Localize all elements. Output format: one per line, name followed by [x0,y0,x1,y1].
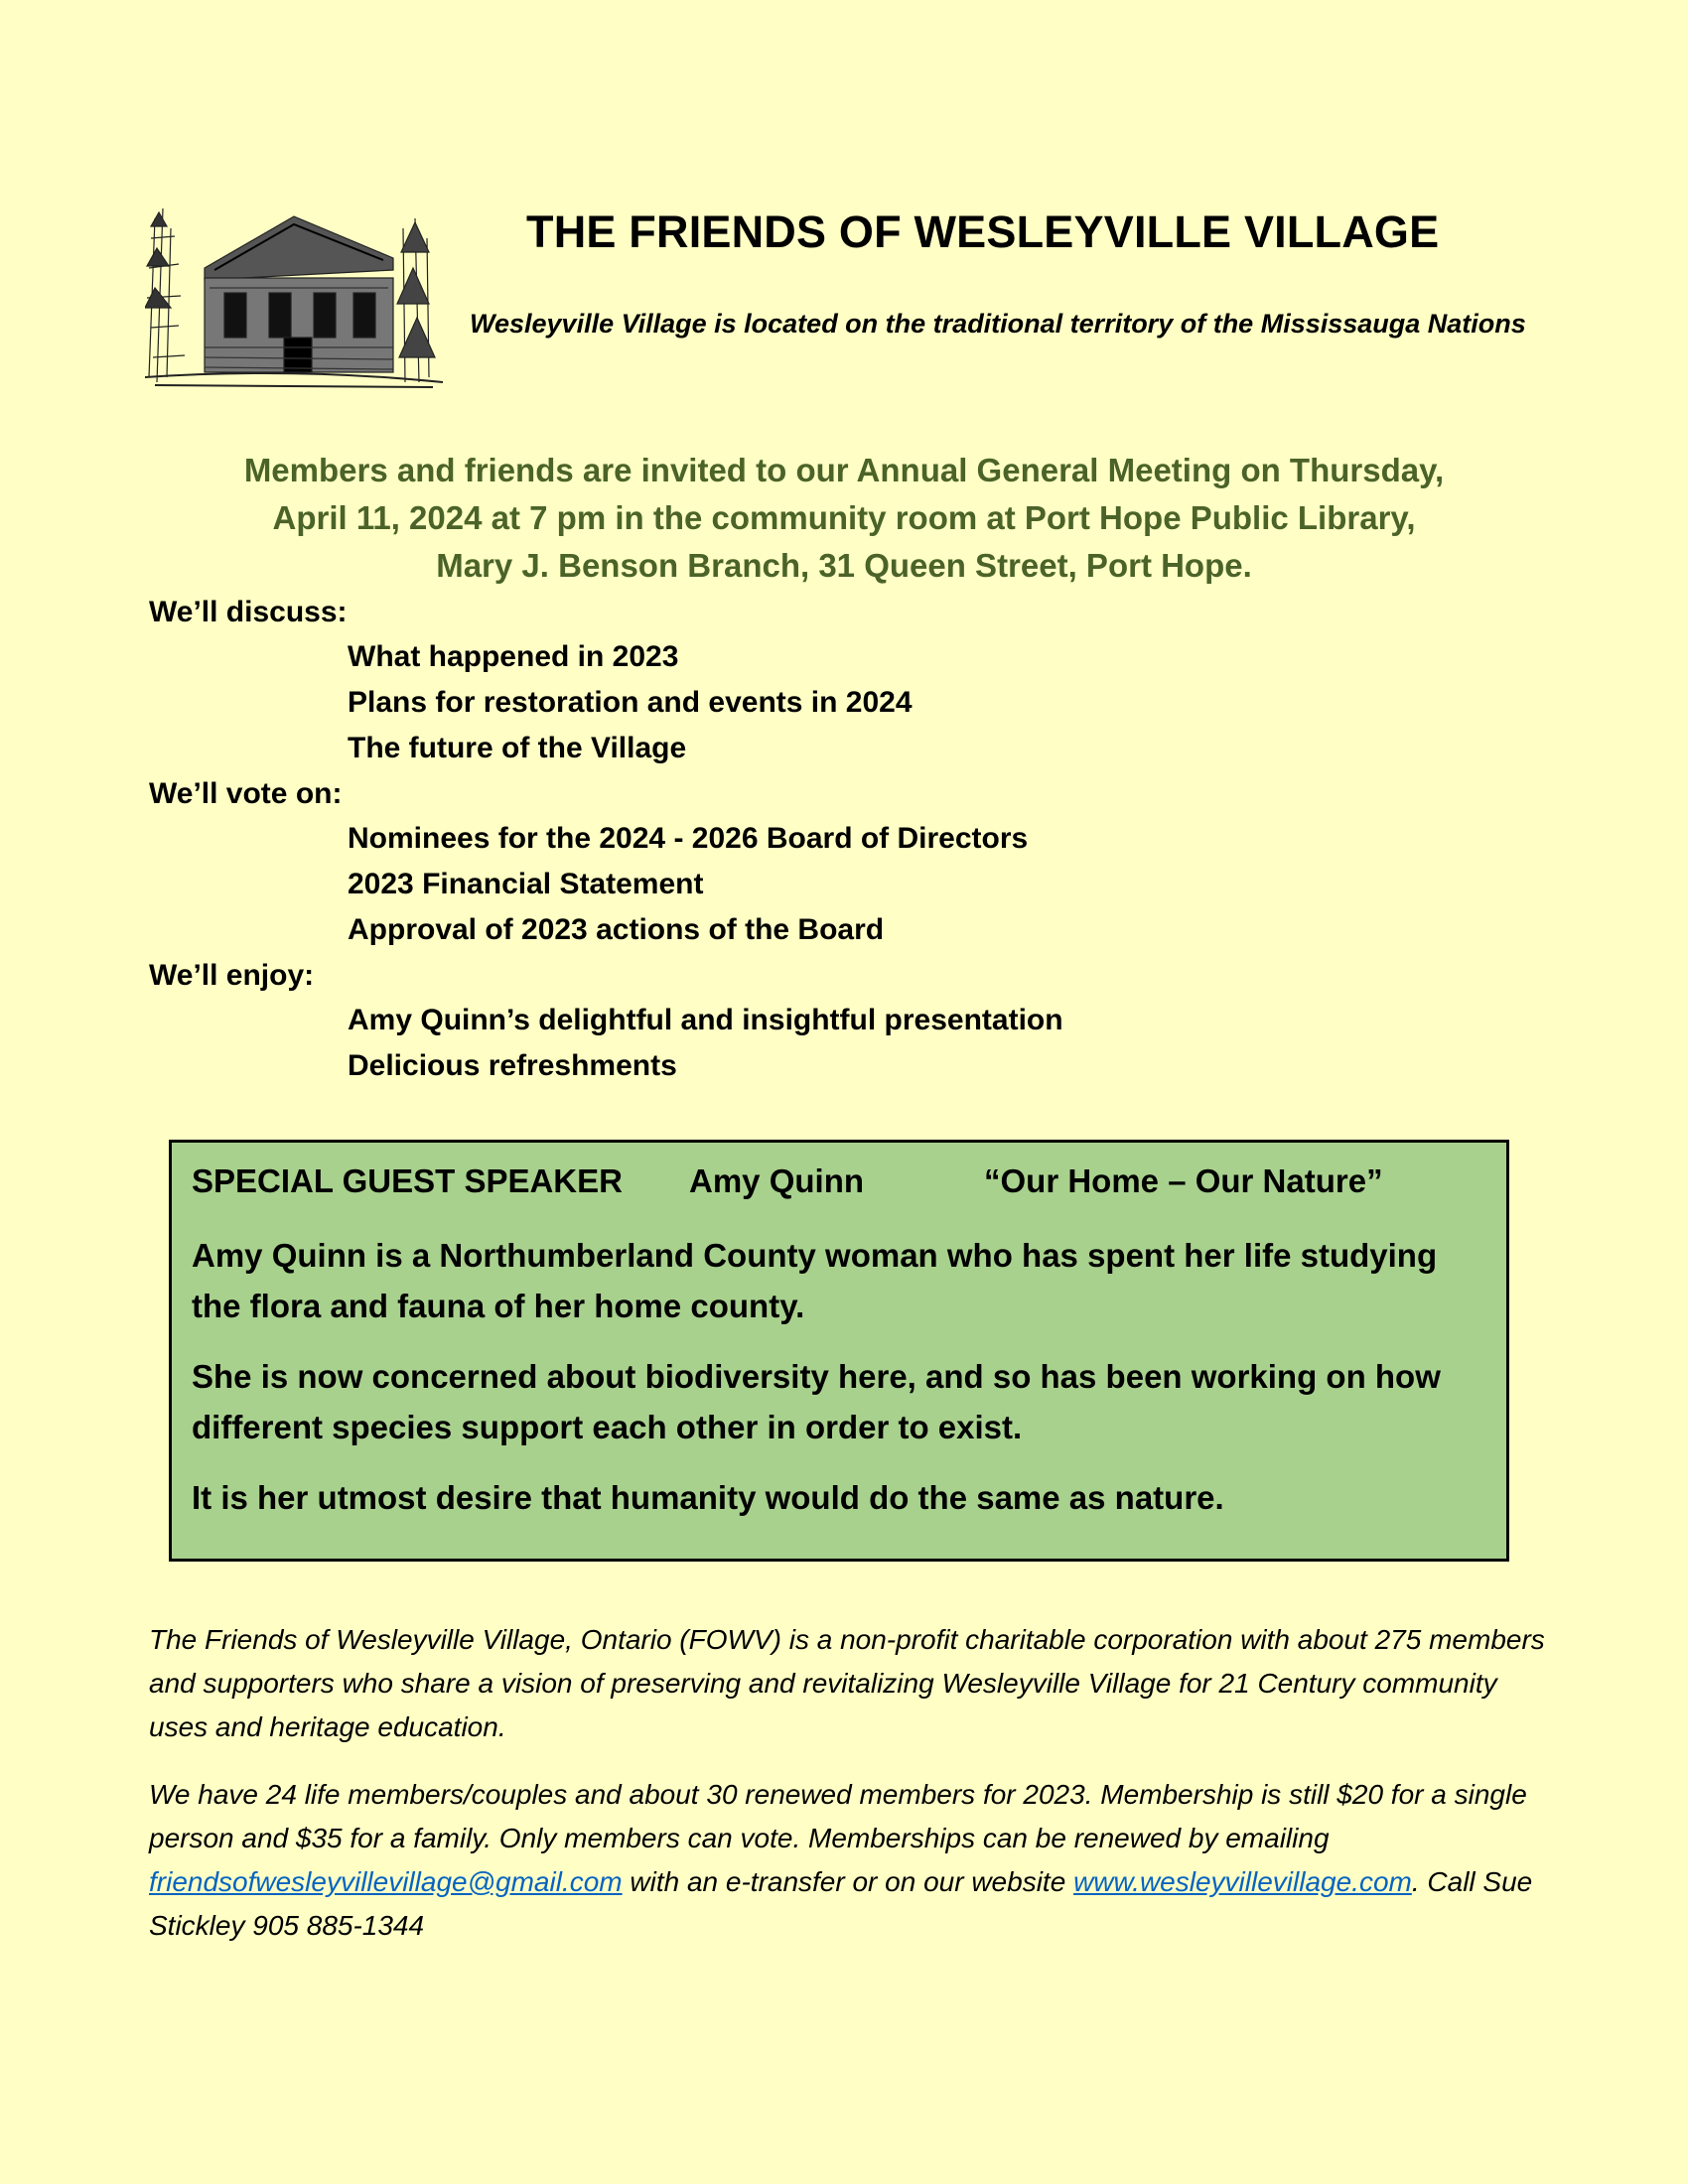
agenda-item: 2023 Financial Statement [348,868,704,900]
guest-bio-paragraph: It is her utmost desire that humanity would do the same as nature. [192,1479,1224,1516]
agenda-item: Delicious refreshments [348,1049,677,1082]
agenda-item: Plans for restoration and events in 2024 [348,686,913,719]
contact-text: . Call Sue Stickley 905 885-1344 [149,1866,1533,1941]
guest-bio-paragraph: Amy Quinn is a Northumberland County woman who has spent her life studying the flora and fauna of her home county. [192,1237,1438,1324]
invitation-line: Members and friends are invited to our Annual General Meeting on Thursday, [243,452,1445,488]
website-link[interactable]: www.wesleyvillevillage.com [1073,1866,1412,1897]
email-link[interactable]: friendsofwesleyvillevillage@gmail.com [149,1866,623,1897]
guest-speaker-box [169,1140,1509,1562]
agenda [149,590,1440,1089]
agenda-item: What happened in 2023 [348,640,679,673]
membership-text: We have 24 life members/couples and about 30 renewed members for 2023. Membership is still $20 for a single person and $35 for a family. Only members can vote. Memberships can be renewed by emailing [149,1779,1527,1853]
agenda-item: Nominees for the 2024 - 2026 Board of Directors [348,822,1029,855]
church-sketch-icon [145,199,443,392]
about-section [149,1618,1559,1972]
guest-speaker-label: SPECIAL GUEST SPEAKER [192,1162,623,1199]
agenda-item: Amy Quinn’s delightful and insightful presentation [348,1004,1063,1036]
membership-after-email: with an e-transfer or on our website [630,1866,1066,1897]
membership-paragraph [149,1773,1559,1948]
organization-description: The Friends of Wesleyville Village, Ontario (FOWV) is a non-profit charitable corporation with about 275 members and supporters who share a vision of preserving and revitalizing Wesleyville Village for 21 Century community uses and heritage education. [149,1624,1545,1742]
land-acknowledgement: Wesleyville Village is located on the traditional territory of the Mississauga Nations [470,309,1526,339]
page-title: THE FRIENDS OF WESLEYVILLE VILLAGE [526,206,1440,257]
agenda-heading-discuss: We’ll discuss: [149,596,348,628]
agenda-item: Approval of 2023 actions of the Board [348,913,885,946]
agenda-heading-enjoy: We’ll enjoy: [149,959,315,992]
meeting-invitation [139,447,1549,590]
guest-speaker-header [192,1159,1486,1204]
guest-bio-paragraph: She is now concerned about biodiversity here, and so has been working on how different species support each other in order to exist. [192,1358,1441,1445]
agenda-heading-vote: We’ll vote on: [149,777,343,810]
invitation-line: April 11, 2024 at 7 pm in the community room at Port Hope Public Library, [272,499,1416,536]
invitation-line: Mary J. Benson Branch, 31 Queen Street, Port Hope. [436,547,1252,584]
guest-talk-title: “Our Home – Our Nature” [984,1162,1383,1199]
guest-speaker-name: Amy Quinn [689,1162,865,1199]
agenda-item: The future of the Village [348,732,687,764]
